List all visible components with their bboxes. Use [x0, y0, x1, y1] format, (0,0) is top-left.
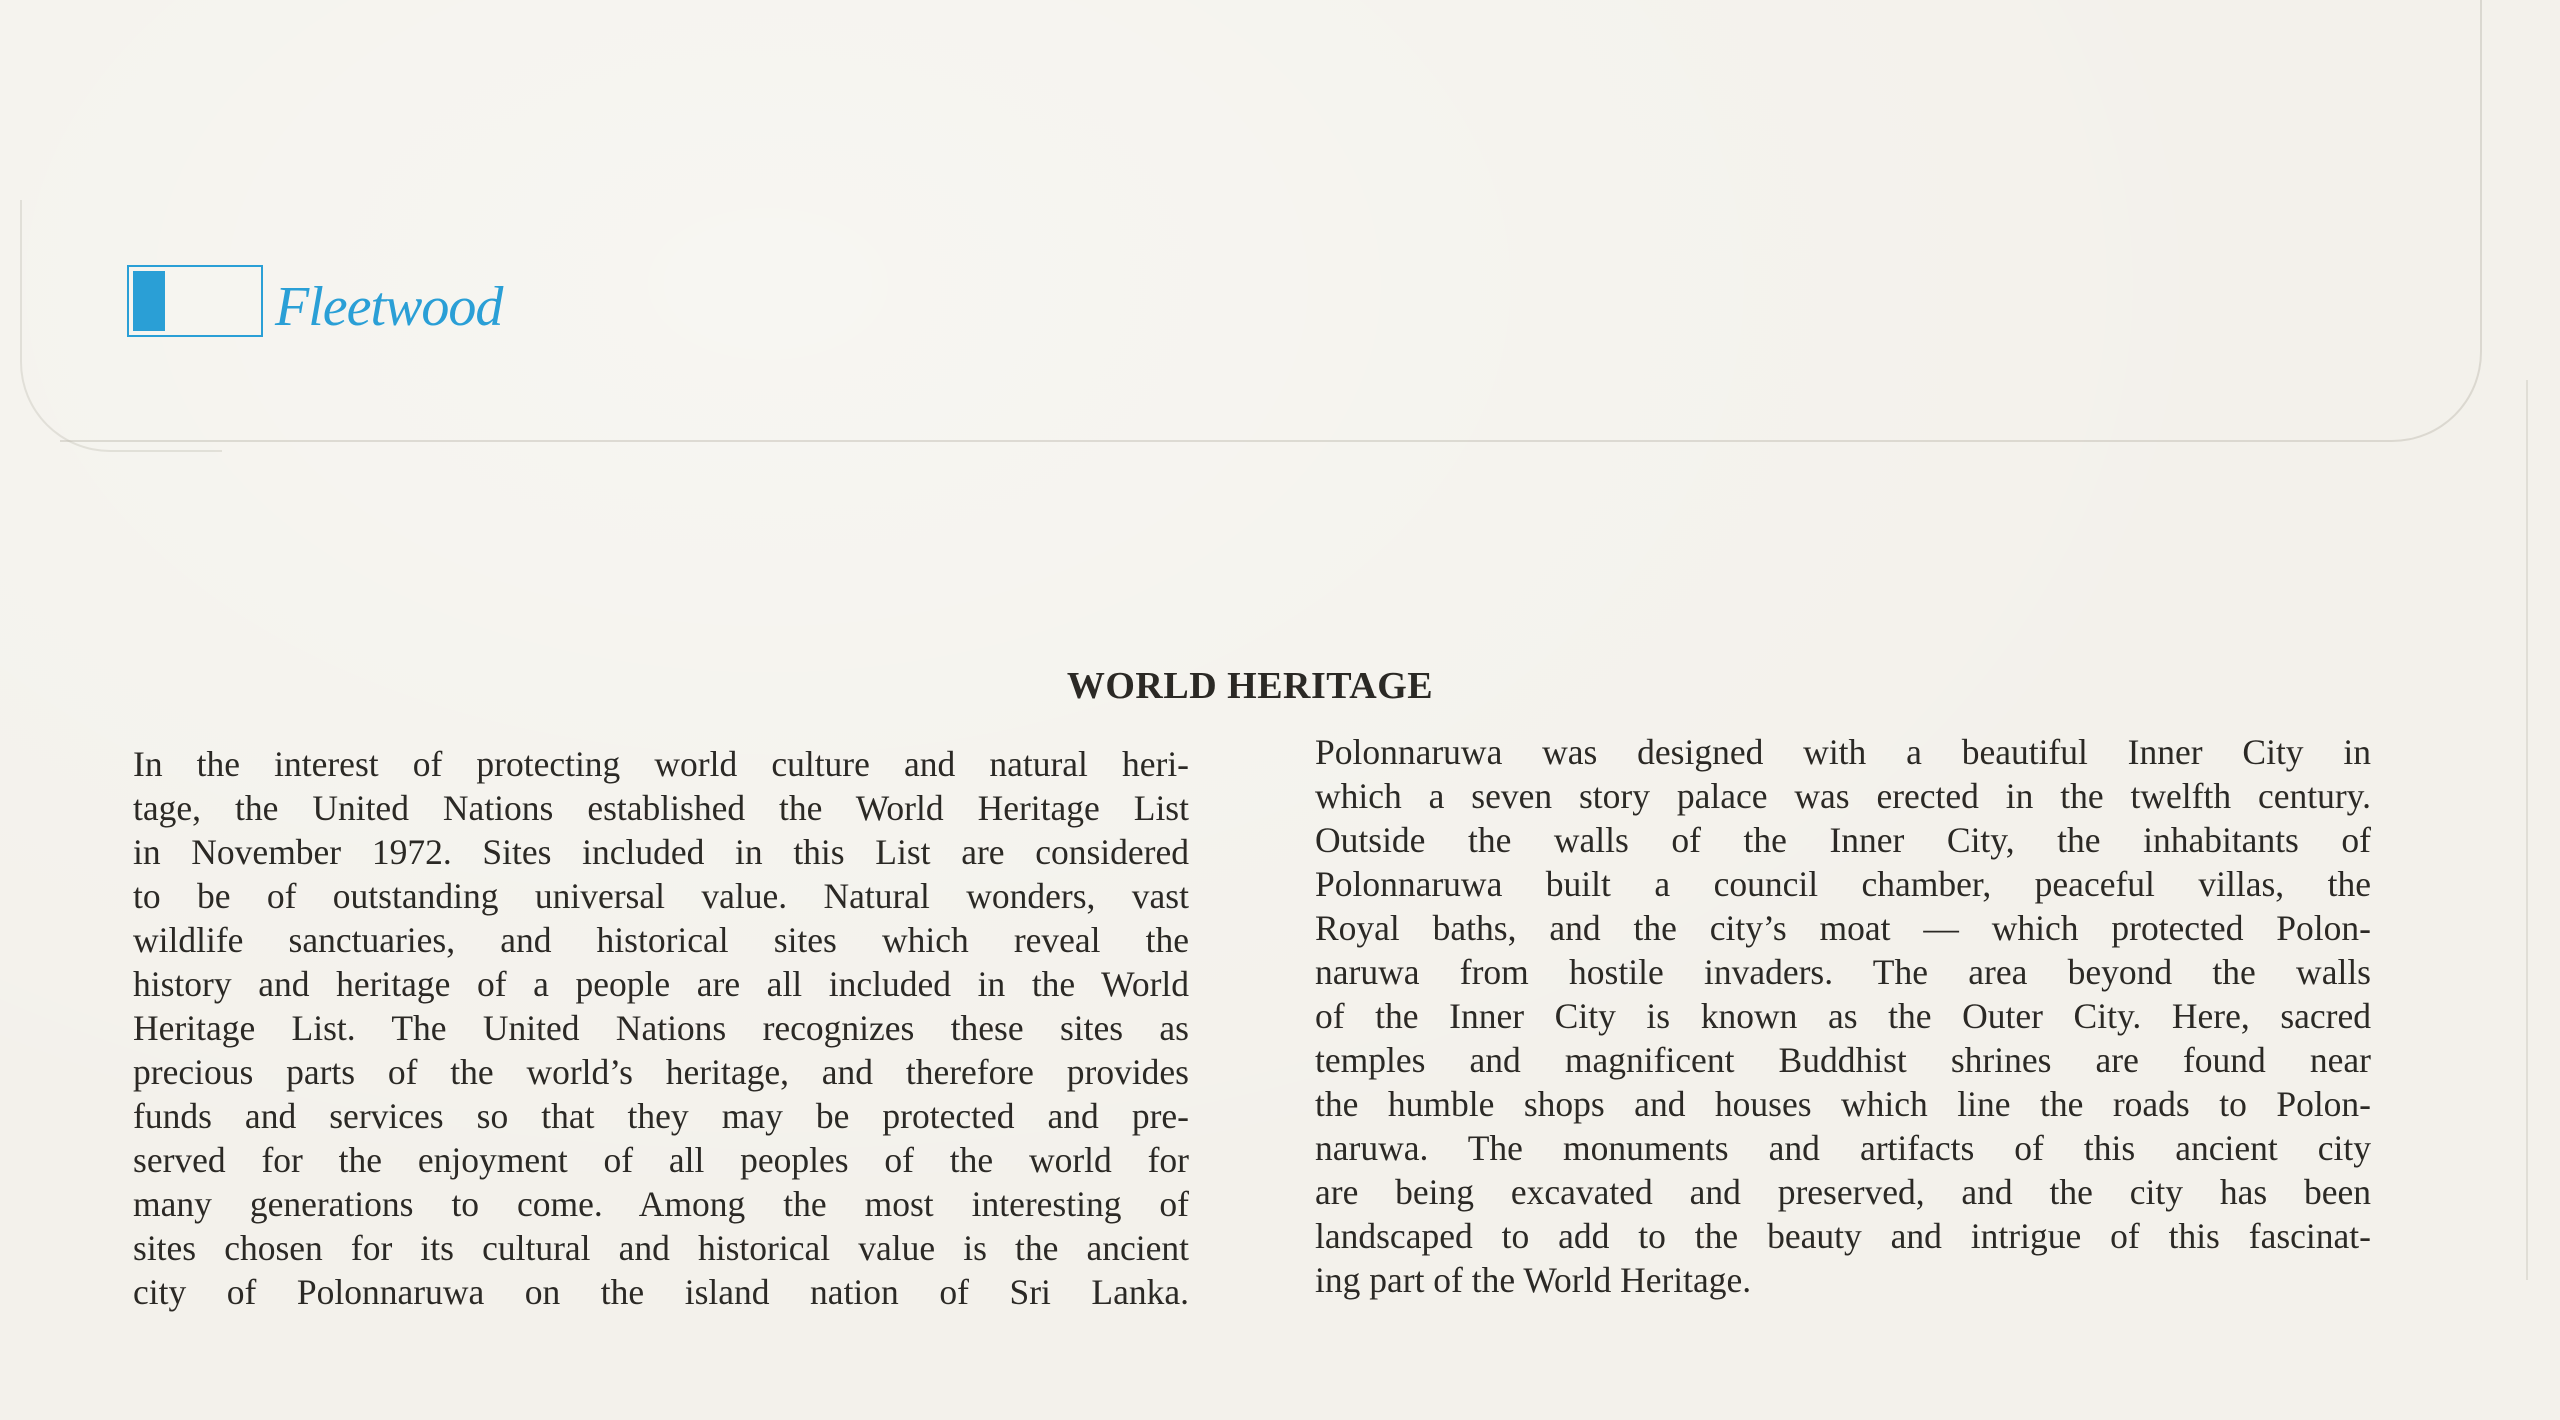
text-line: naruwa from hostile invaders. The area beyond the walls [1315, 952, 2371, 992]
text-line: wildlife sanctuaries, and historical sites which reveal the [133, 920, 1189, 960]
text-line: the humble shops and houses which line the roads to Polon- [1315, 1084, 2371, 1124]
logo-box-fill [133, 271, 165, 331]
text-line: to be of outstanding universal value. Natural wonders, vast [133, 876, 1189, 916]
left-text-column [133, 742, 1189, 1314]
text-line: ing part of the World Heritage. [1315, 1260, 1752, 1300]
text-line: temples and magnificent Buddhist shrines are found near [1315, 1040, 2371, 1080]
text-line: landscaped to add to the beauty and intrigue of this fascinat- [1315, 1216, 2371, 1256]
logo-brand-text: Fleetwood [275, 276, 503, 338]
text-line: naruwa. The monuments and artifacts of this ancient city [1315, 1128, 2371, 1168]
envelope-flap-edge [60, 0, 2482, 442]
text-line: Heritage List. The United Nations recognizes these sites as [133, 1008, 1189, 1048]
text-line: many generations to come. Among the most interesting of [133, 1184, 1189, 1224]
text-line: history and heritage of a people are all included in the World [133, 964, 1189, 1004]
fleetwood-logo [127, 265, 502, 337]
right-text-column [1315, 730, 2371, 1302]
text-line: sites chosen for its cultural and historical value is the ancient [133, 1228, 1189, 1268]
text-line: Polonnaruwa built a council chamber, peaceful villas, the [1315, 864, 2371, 904]
logo-box-icon [127, 265, 263, 337]
text-line: precious parts of the world’s heritage, and therefore provides [133, 1052, 1189, 1092]
envelope-right-edge [2526, 380, 2528, 1280]
text-line: Outside the walls of the Inner City, the inhabitants of [1315, 820, 2371, 860]
text-line: funds and services so that they may be protected and pre- [133, 1096, 1189, 1136]
text-line: which a seven story palace was erected in the twelfth century. [1315, 776, 2371, 816]
text-line: city of Polonnaruwa on the island nation of Sri Lanka. [133, 1272, 1189, 1312]
text-line: in November 1972. Sites included in this List are considered [133, 832, 1189, 872]
page-title: WORLD HERITAGE [1066, 665, 1434, 707]
text-line: Polonnaruwa was designed with a beautiful Inner City in [1315, 732, 2371, 772]
text-line: In the interest of protecting world culture and natural heri- [133, 744, 1189, 784]
text-line: tage, the United Nations established the World Heritage List [133, 788, 1189, 828]
text-line: are being excavated and preserved, and the city has been [1315, 1172, 2371, 1212]
text-line: served for the enjoyment of all peoples of the world for [133, 1140, 1189, 1180]
text-line: of the Inner City is known as the Outer City. Here, sacred [1315, 996, 2371, 1036]
text-line: Royal baths, and the city’s moat — which protected Polon- [1315, 908, 2371, 948]
